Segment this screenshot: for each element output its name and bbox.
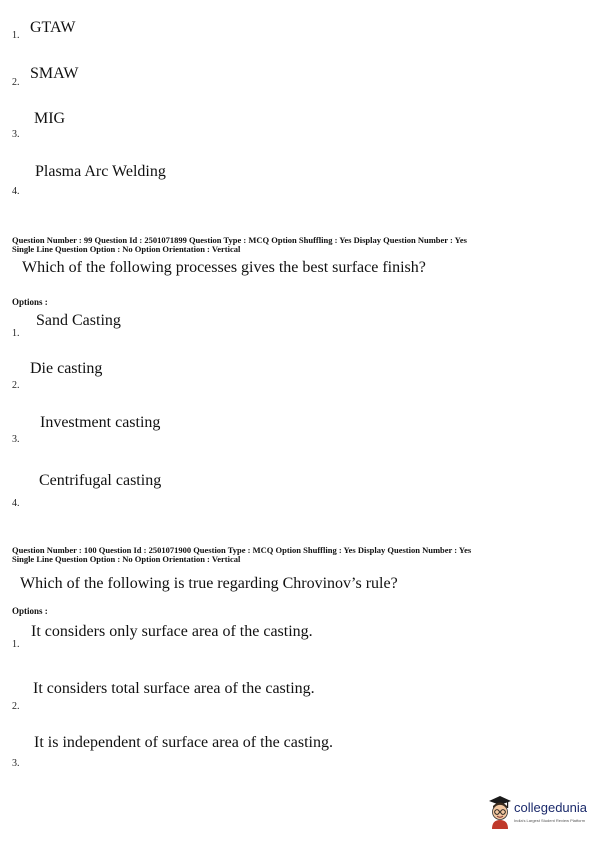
- question-text: Which of the following processes gives the best surface finish?: [22, 259, 426, 276]
- logo-tagline: India's Largest Student Review Platform: [514, 818, 586, 823]
- question-meta-line1: Question Number : 100 Question Id : 2501071900 Question Type : MCQ Option Shuffling : Yes Display Question Number : Yes: [12, 545, 472, 555]
- option-text: Die casting: [30, 360, 103, 377]
- option-text: It considers only surface area of the casting.: [31, 623, 313, 640]
- option-number: 4.: [12, 498, 20, 509]
- option-number: 1.: [12, 30, 20, 41]
- option-number: 1.: [12, 328, 20, 339]
- options-label: Options :: [12, 606, 48, 616]
- option-number: 2.: [12, 380, 20, 391]
- option-text: SMAW: [30, 65, 79, 82]
- option-text: Plasma Arc Welding: [35, 163, 166, 180]
- logo-wordmark: collegedunia: [514, 800, 588, 815]
- option-number: 2.: [12, 701, 20, 712]
- option-text: Sand Casting: [36, 312, 121, 329]
- option-number: 1.: [12, 639, 20, 650]
- option-text: It is independent of surface area of the casting.: [34, 734, 333, 751]
- question-text: Which of the following is true regarding Chrovinov’s rule?: [20, 575, 398, 592]
- graduate-mascot-icon: [487, 795, 513, 829]
- option-number: 3.: [12, 129, 20, 140]
- option-text: Investment casting: [40, 414, 161, 431]
- option-number: 3.: [12, 758, 20, 769]
- collegedunia-logo: [487, 795, 587, 831]
- option-text: GTAW: [30, 19, 76, 36]
- option-text: Centrifugal casting: [39, 472, 162, 489]
- option-number: 4.: [12, 186, 20, 197]
- option-number: 2.: [12, 77, 20, 88]
- option-text: It considers total surface area of the casting.: [33, 680, 315, 697]
- question-meta-line1: Question Number : 99 Question Id : 2501071899 Question Type : MCQ Option Shuffling : Yes Display Question Number : Yes: [12, 235, 467, 245]
- options-label: Options :: [12, 297, 48, 307]
- option-text: MIG: [34, 110, 66, 127]
- question-meta-line2: Single Line Question Option : No Option Orientation : Vertical: [12, 554, 241, 564]
- question-meta-line2: Single Line Question Option : No Option Orientation : Vertical: [12, 244, 241, 254]
- option-number: 3.: [12, 434, 20, 445]
